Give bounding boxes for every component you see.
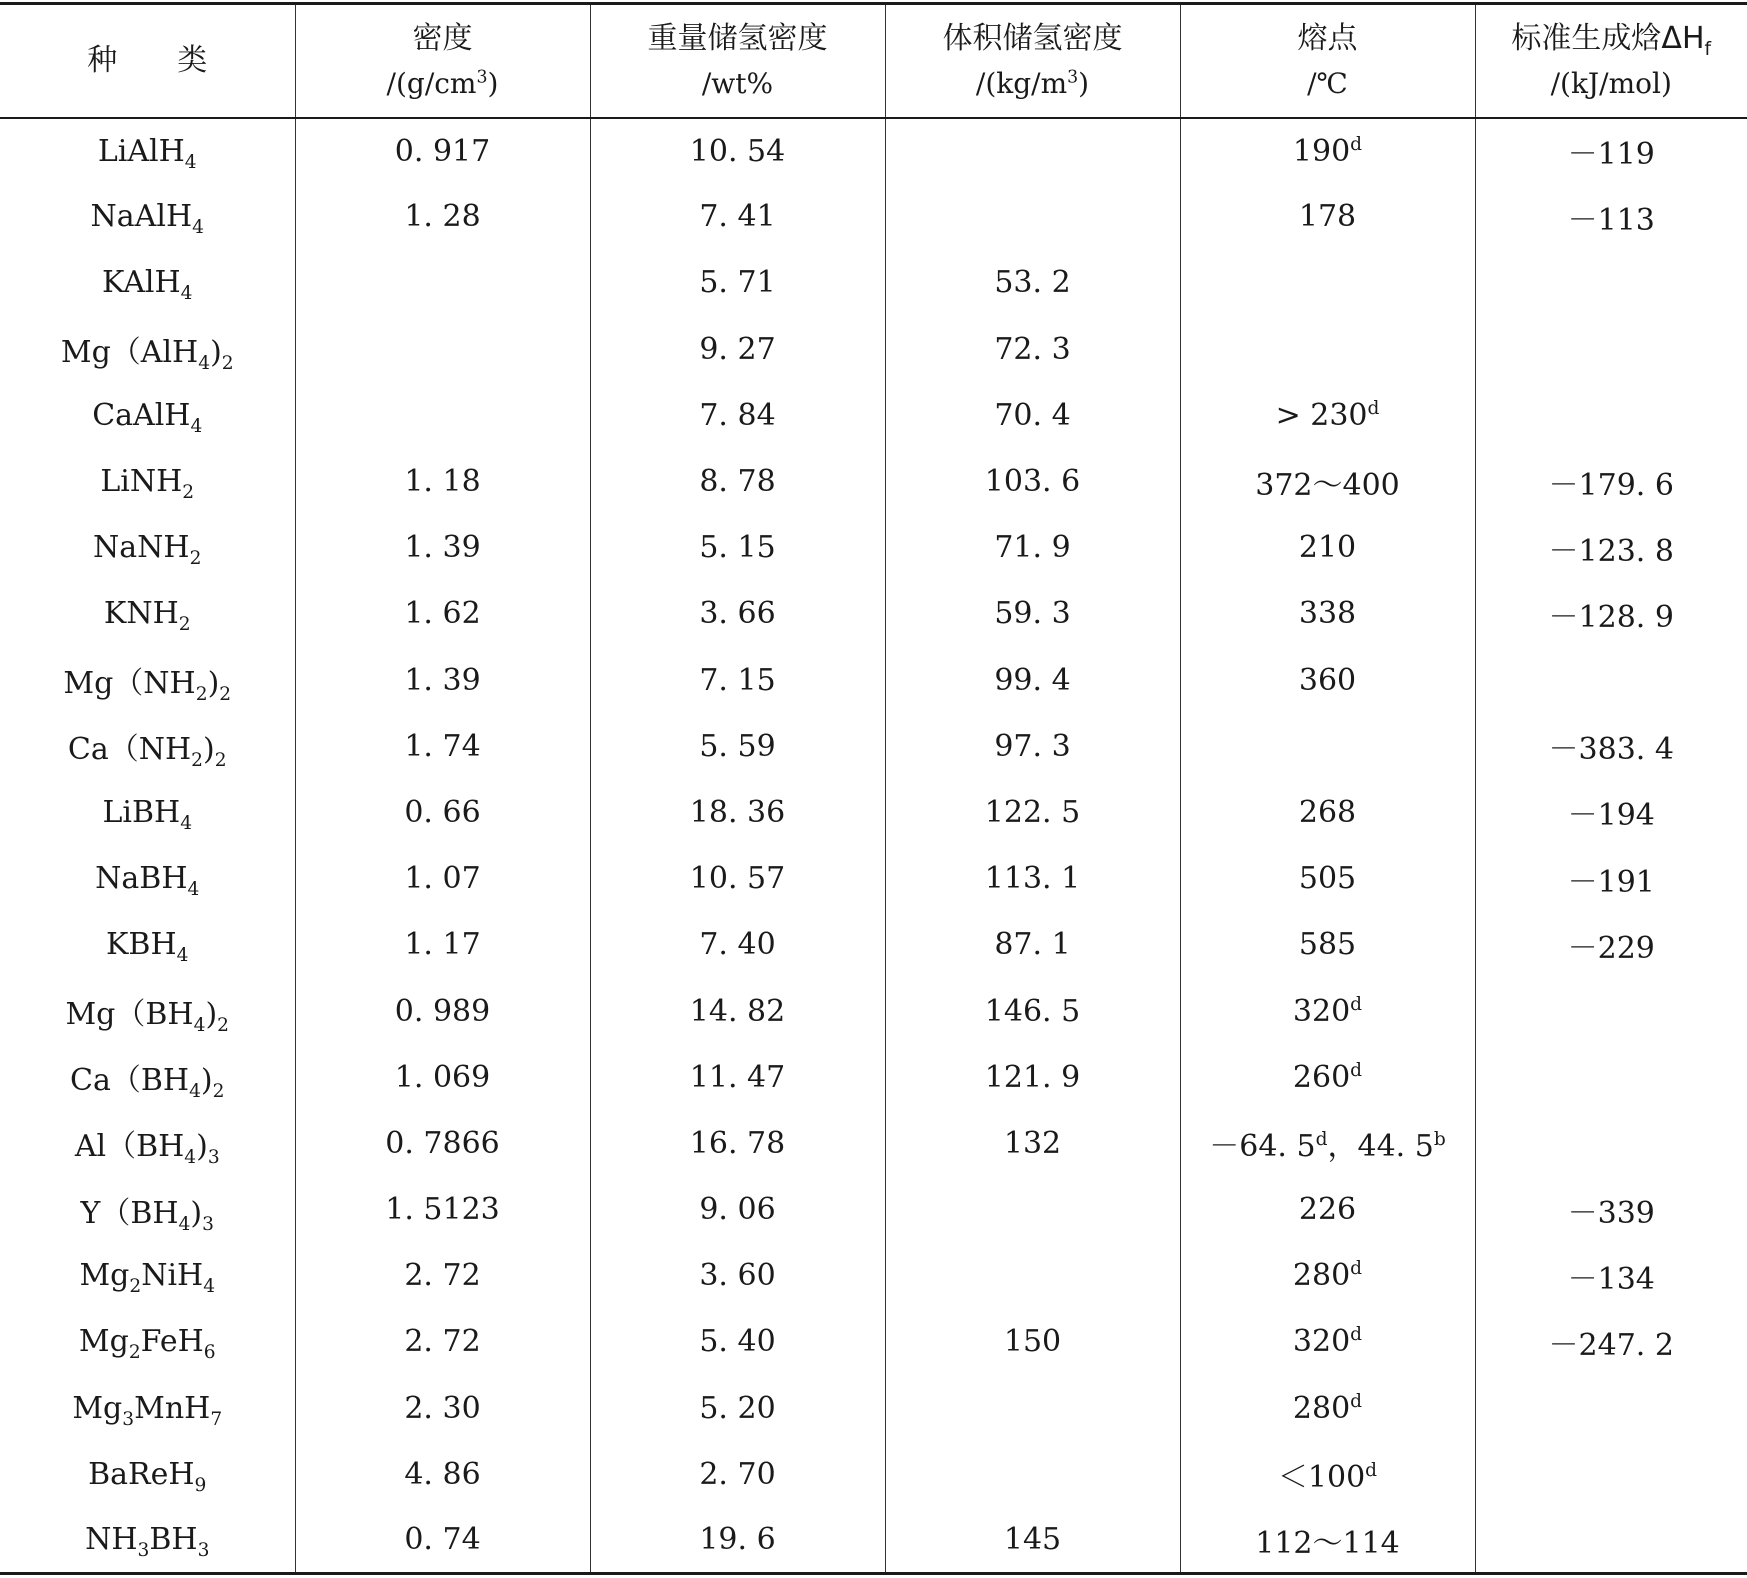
species-cell: $KNH_2$ — [103, 596, 191, 636]
density-cell: 2. 72 — [295, 1243, 590, 1309]
species-cell: CaAlH$_4$ — [92, 397, 203, 437]
enthalpy-cell — [1475, 382, 1747, 448]
table-row — [0, 118, 1747, 184]
species-cell: BaReH$_9$ — [88, 1456, 207, 1496]
enthalpy-cell — [1475, 1441, 1747, 1507]
table-row — [0, 1110, 1747, 1176]
enthalpy-cell: －179. 6 — [1475, 448, 1747, 514]
gravimetric-cell: 8. 78 — [590, 448, 885, 514]
melting-point-cell: 268 — [1180, 779, 1475, 845]
enthalpy-cell: －247. 2 — [1475, 1309, 1747, 1375]
melting-point-cell: 585 — [1180, 912, 1475, 978]
species-cell: KAlH$_4$ — [102, 265, 193, 305]
table-row — [0, 912, 1747, 978]
density-cell: 0. 7866 — [295, 1110, 590, 1176]
density-cell: 2. 72 — [295, 1309, 590, 1375]
species-cell: $Ca(NH_2)_2$ — [67, 732, 227, 772]
header-gravimetric-h2 — [590, 4, 885, 118]
melting-point-cell: 372～400 — [1180, 448, 1475, 514]
melting-point-cell: 360 — [1180, 647, 1475, 713]
density-cell: 2. 30 — [295, 1375, 590, 1441]
table-body — [0, 118, 1747, 1574]
density-cell: 1. 28 — [295, 184, 590, 250]
header-title: 体积储氢密度 — [942, 20, 1123, 56]
volumetric-cell — [885, 1243, 1180, 1309]
table-row — [0, 978, 1747, 1044]
density-cell: 1. 069 — [295, 1044, 590, 1110]
table-row — [0, 1243, 1747, 1309]
enthalpy-cell: －191 — [1475, 846, 1747, 912]
volumetric-cell: 103. 6 — [885, 448, 1180, 514]
density-cell: 1. 5123 — [295, 1177, 590, 1243]
enthalpy-cell: －194 — [1475, 779, 1747, 845]
density-cell: 0. 917 — [295, 118, 590, 184]
density-cell — [295, 316, 590, 382]
melting-point-cell — [1180, 713, 1475, 779]
table-row — [0, 316, 1747, 382]
species-cell: $Mg(NH_2)_2$ — [63, 666, 232, 706]
header-title: 重量储氢密度 — [647, 20, 828, 56]
gravimetric-cell: 5. 20 — [590, 1375, 885, 1441]
gravimetric-cell: 7. 41 — [590, 184, 885, 250]
header-title: 密度 — [412, 20, 473, 56]
density-cell — [295, 250, 590, 316]
species-cell: $Al(BH_4)_3$ — [74, 1129, 220, 1169]
gravimetric-cell: 3. 66 — [590, 581, 885, 647]
gravimetric-cell: 5. 15 — [590, 515, 885, 581]
species-cell: $Mg_3MnH_7$ — [72, 1390, 223, 1430]
enthalpy-cell: －134 — [1475, 1243, 1747, 1309]
table-row — [0, 647, 1747, 713]
gravimetric-cell: 11. 47 — [590, 1044, 885, 1110]
table-row — [0, 1044, 1747, 1110]
header-unit: $/(g/cm^3)$ — [386, 67, 499, 101]
volumetric-cell: 53. 2 — [885, 250, 1180, 316]
melting-point-cell: 280$^d$ — [1180, 1375, 1475, 1441]
species-cell: LiNH$_2$ — [100, 464, 195, 504]
enthalpy-cell — [1475, 647, 1747, 713]
table-row — [0, 448, 1747, 514]
density-cell: 1. 17 — [295, 912, 590, 978]
enthalpy-cell: －383. 4 — [1475, 713, 1747, 779]
header-unit: /℃ — [1307, 67, 1348, 101]
enthalpy-cell — [1475, 1110, 1747, 1176]
table-header — [0, 4, 1747, 118]
volumetric-cell: 150 — [885, 1309, 1180, 1375]
gravimetric-cell: 5. 40 — [590, 1309, 885, 1375]
enthalpy-cell — [1475, 1375, 1747, 1441]
table-row — [0, 515, 1747, 581]
gravimetric-cell: 5. 71 — [590, 250, 885, 316]
gravimetric-cell: 7. 40 — [590, 912, 885, 978]
enthalpy-cell: －119 — [1475, 118, 1747, 184]
volumetric-cell: 146. 5 — [885, 978, 1180, 1044]
table-row — [0, 1309, 1747, 1375]
melting-point-cell: 280$^d$ — [1180, 1243, 1475, 1309]
melting-point-cell: 190$^d$ — [1180, 118, 1475, 184]
gravimetric-cell: 10. 57 — [590, 846, 885, 912]
table-row — [0, 1177, 1747, 1243]
enthalpy-cell: －339 — [1475, 1177, 1747, 1243]
gravimetric-cell: 9. 06 — [590, 1177, 885, 1243]
header-unit: /(kJ/mol) — [1550, 67, 1672, 101]
enthalpy-cell: －113 — [1475, 184, 1747, 250]
gravimetric-cell: 5. 59 — [590, 713, 885, 779]
volumetric-cell: 97. 3 — [885, 713, 1180, 779]
volumetric-cell — [885, 118, 1180, 184]
species-cell: NaBH$_4$ — [95, 861, 200, 901]
table-row — [0, 713, 1747, 779]
volumetric-cell: 122. 5 — [885, 779, 1180, 845]
density-cell: 1. 74 — [295, 713, 590, 779]
header-melting-point — [1180, 4, 1475, 118]
density-cell: 0. 74 — [295, 1507, 590, 1573]
header-density — [295, 4, 590, 118]
density-cell: 0. 66 — [295, 779, 590, 845]
enthalpy-cell — [1475, 1507, 1747, 1573]
melting-point-cell: 178 — [1180, 184, 1475, 250]
species-cell: $Mg_2NiH_4$ — [79, 1258, 216, 1298]
enthalpy-cell — [1475, 1044, 1747, 1110]
species-cell: NaNH$_2$ — [93, 530, 202, 570]
melting-point-cell: 210 — [1180, 515, 1475, 581]
header-title: 标准生成焓$\Delta H_f$ — [1511, 20, 1712, 60]
volumetric-cell: 145 — [885, 1507, 1180, 1573]
gravimetric-cell: 3. 60 — [590, 1243, 885, 1309]
gravimetric-cell: 18. 36 — [590, 779, 885, 845]
melting-point-cell — [1180, 250, 1475, 316]
enthalpy-cell — [1475, 316, 1747, 382]
table-row — [0, 779, 1747, 845]
volumetric-cell: 113. 1 — [885, 846, 1180, 912]
volumetric-cell — [885, 1375, 1180, 1441]
species-cell: LiBH$_4$ — [102, 794, 193, 834]
species-cell: $Y(BH_4)_3$ — [80, 1195, 214, 1235]
volumetric-cell: 132 — [885, 1110, 1180, 1176]
density-cell: 1. 39 — [295, 515, 590, 581]
table-row — [0, 184, 1747, 250]
volumetric-cell — [885, 1441, 1180, 1507]
gravimetric-cell: 19. 6 — [590, 1507, 885, 1573]
density-cell: 1. 18 — [295, 448, 590, 514]
gravimetric-cell: 9. 27 — [590, 316, 885, 382]
species-cell: $NH_3BH_3$ — [0, 1507, 295, 1573]
enthalpy-cell — [1475, 250, 1747, 316]
species-cell: $Mg_2FeH_6$ — [78, 1324, 216, 1364]
density-cell: 1. 39 — [295, 647, 590, 713]
species-cell: $KBH_4$ — [106, 927, 189, 967]
melting-point-cell: 320$^d$ — [1180, 978, 1475, 1044]
volumetric-cell: 70. 4 — [885, 382, 1180, 448]
hydride-properties-table — [0, 2, 1747, 1575]
table-row — [0, 1441, 1747, 1507]
melting-point-cell: 505 — [1180, 846, 1475, 912]
volumetric-cell — [885, 184, 1180, 250]
table-row — [0, 382, 1747, 448]
gravimetric-cell: 7. 84 — [590, 382, 885, 448]
gravimetric-cell: 7. 15 — [590, 647, 885, 713]
species-cell: $Mg(AlH_4)_2$ — [60, 335, 234, 375]
melting-point-cell: 226 — [1180, 1177, 1475, 1243]
header-formation-enthalpy — [1475, 4, 1747, 118]
enthalpy-cell: －128. 9 — [1475, 581, 1747, 647]
melting-point-cell: －64. 5$^d$，44. 5$^b$ — [1180, 1110, 1475, 1176]
header-title: 熔点 — [1297, 20, 1358, 56]
density-cell: 1. 07 — [295, 846, 590, 912]
header-unit: /wt% — [701, 67, 774, 101]
volumetric-cell: 59. 3 — [885, 581, 1180, 647]
enthalpy-cell: －229 — [1475, 912, 1747, 978]
species-cell: LiAlH$_4$ — [97, 133, 197, 173]
melting-point-cell: 260$^d$ — [1180, 1044, 1475, 1110]
table-row — [0, 1375, 1747, 1441]
melting-point-cell: 112～114 — [1180, 1507, 1475, 1573]
melting-point-cell: 320$^d$ — [1180, 1309, 1475, 1375]
volumetric-cell: 87. 1 — [885, 912, 1180, 978]
gravimetric-cell: 2. 70 — [590, 1441, 885, 1507]
enthalpy-cell: －123. 8 — [1475, 515, 1747, 581]
melting-point-cell: > $230^d$ — [1180, 382, 1475, 448]
header-volumetric-h2 — [885, 4, 1180, 118]
gravimetric-cell: 10. 54 — [590, 118, 885, 184]
density-cell: 0. 989 — [295, 978, 590, 1044]
melting-point-cell: 338 — [1180, 581, 1475, 647]
volumetric-cell: 72. 3 — [885, 316, 1180, 382]
table-row — [0, 250, 1747, 316]
volumetric-cell: 121. 9 — [885, 1044, 1180, 1110]
melting-point-cell — [1180, 316, 1475, 382]
density-cell — [295, 382, 590, 448]
gravimetric-cell: 16. 78 — [590, 1110, 885, 1176]
volumetric-cell: 71. 9 — [885, 515, 1180, 581]
density-cell: 4. 86 — [295, 1441, 590, 1507]
species-cell: $Mg(BH_4)_2$ — [65, 997, 230, 1037]
volumetric-cell — [885, 1177, 1180, 1243]
volumetric-cell: 99. 4 — [885, 647, 1180, 713]
density-cell: 1. 62 — [295, 581, 590, 647]
species-cell: NaAlH$_4$ — [90, 199, 204, 239]
species-cell: $Ca(BH_4)_2$ — [70, 1063, 225, 1103]
table-row — [0, 581, 1747, 647]
header-title: 种类 — [87, 42, 268, 78]
table-row — [0, 1507, 1747, 1573]
enthalpy-cell — [1475, 978, 1747, 1044]
header-row — [0, 4, 1747, 118]
header-unit: $/(kg/m^3)$ — [975, 67, 1090, 101]
melting-point-cell: $<100^d$ — [1180, 1441, 1475, 1507]
table-row — [0, 846, 1747, 912]
header-species — [0, 4, 295, 118]
gravimetric-cell: 14. 82 — [590, 978, 885, 1044]
